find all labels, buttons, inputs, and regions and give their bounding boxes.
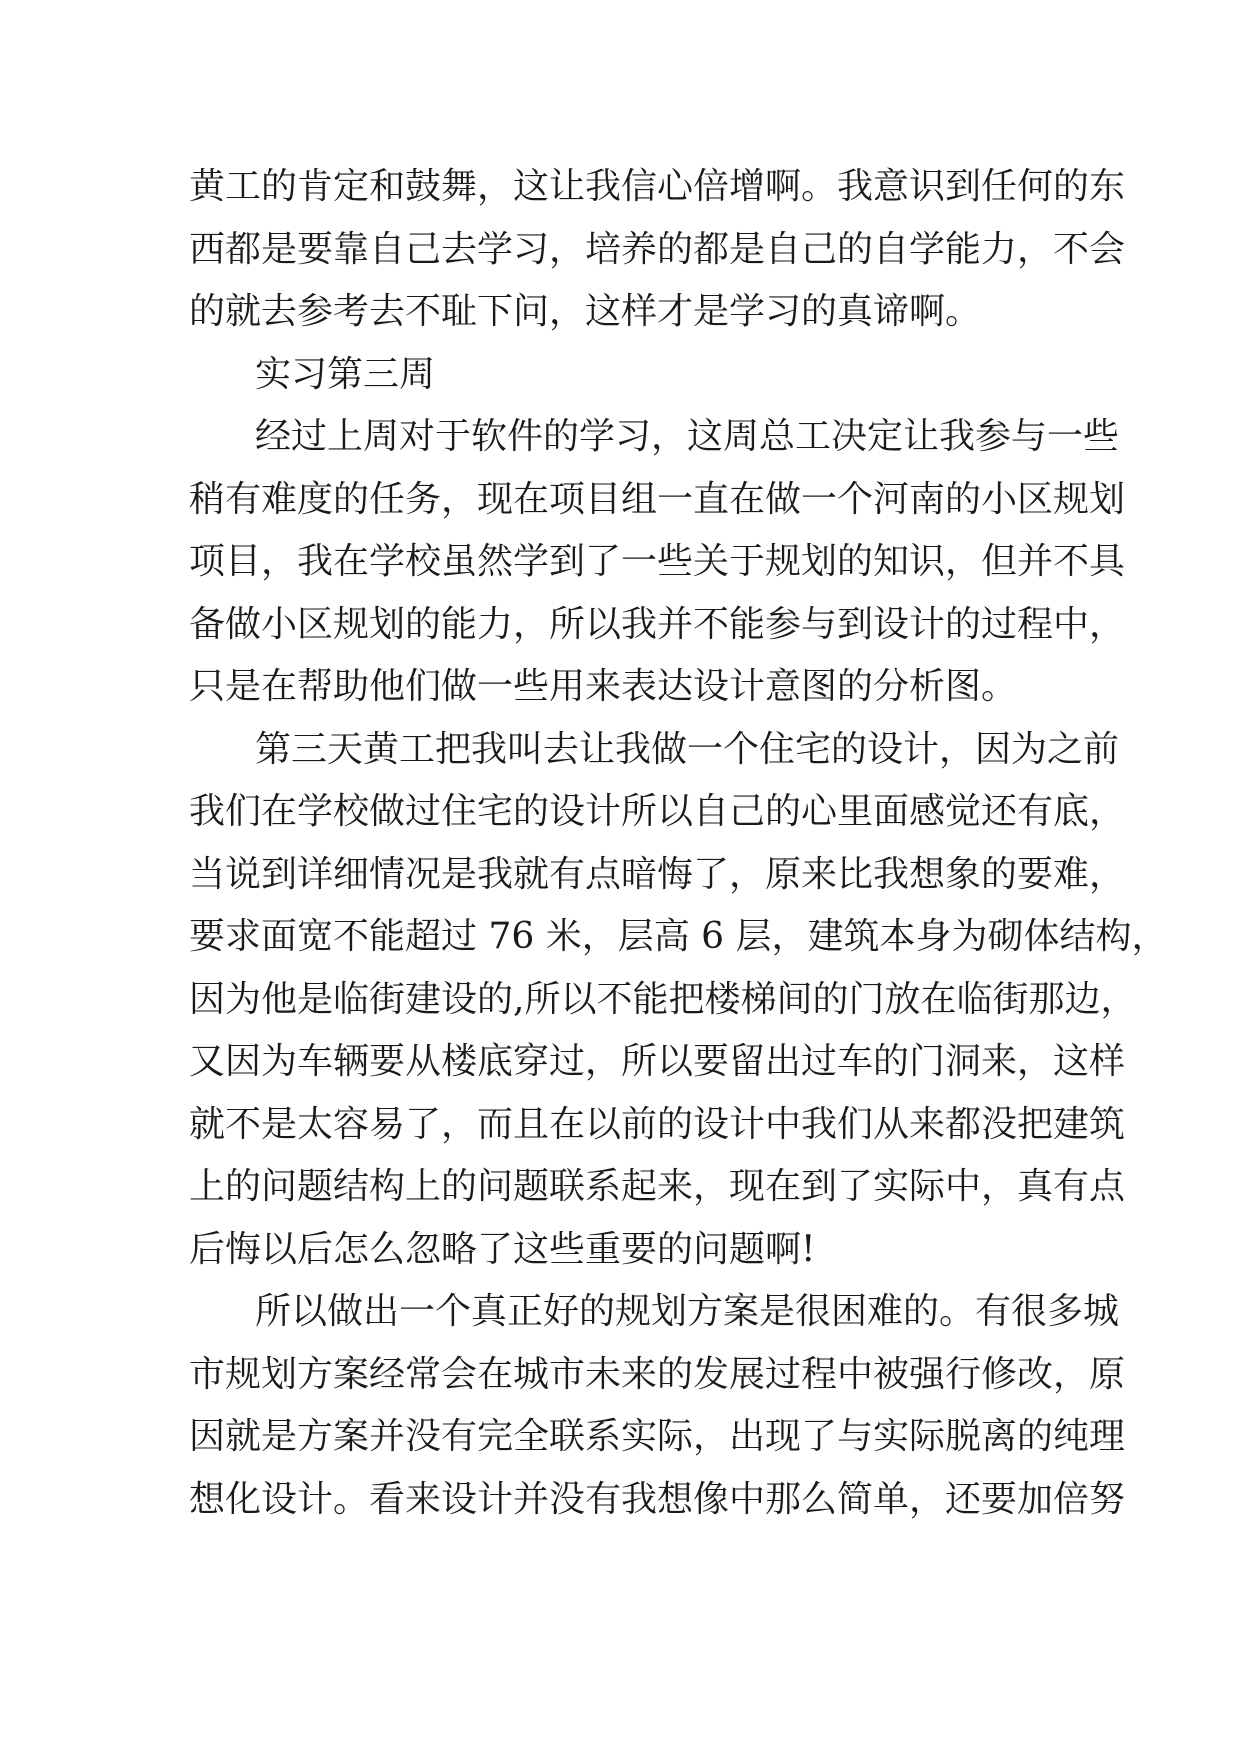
paragraph-line: 项目，我在学校虽然学到了一些关于规划的知识，但并不具: [189, 541, 1126, 582]
paragraph-line: 又因为车辆要从楼底穿过，所以要留出过车的门洞来，这样: [189, 1041, 1126, 1082]
paragraph-line: 要求面宽不能超过 76 米，层高 6 层，建筑本身为砌体结构，: [189, 916, 1168, 957]
paragraph-line: 备做小区规划的能力，所以我并不能参与到设计的过程中，: [189, 603, 1126, 645]
paragraph-line: 就不是太容易了，而且在以前的设计中我们从来都没把建筑: [189, 1103, 1126, 1145]
paragraph-line: 因为他是临街建设的,所以不能把楼梯间的门放在临街那边，: [189, 978, 1137, 1020]
paragraph-line: 稍有难度的任务，现在项目组一直在做一个河南的小区规划: [189, 478, 1126, 520]
paragraph-line: 市规划方案经常会在城市未来的发展过程中被强行修改，原: [189, 1353, 1126, 1395]
section-heading: 实习第三周: [255, 353, 436, 395]
paragraph-line: 只是在帮助他们做一些用来表达设计意图的分析图。: [189, 666, 1018, 707]
paragraph-line: 因就是方案并没有完全联系实际，出现了与实际脱离的纯理: [189, 1416, 1126, 1457]
paragraph-line: 后悔以后怎么忽略了这些重要的问题啊!: [189, 1228, 816, 1270]
paragraph-line: 黄工的肯定和鼓舞，这让我信心倍增啊。我意识到任何的东: [189, 166, 1126, 207]
paragraph-line: 上的问题结构上的问题联系起来，现在到了实际中，真有点: [189, 1166, 1126, 1207]
paragraph-line: 的就去参考去不耻下问，这样才是学习的真谛啊。: [189, 291, 982, 332]
paragraph-line: 我们在学校做过住宅的设计所以自己的心里面感觉还有底，: [189, 791, 1126, 832]
paragraph-line: 经过上周对于软件的学习，这周总工决定让我参与一些: [255, 416, 1120, 457]
document-body: [189, 156, 1168, 1531]
paragraph-line: 当说到详细情况是我就有点暗悔了，原来比我想象的要难，: [189, 853, 1126, 895]
paragraph-line: 西都是要靠自己去学习，培养的都是自己的自学能力，不会: [189, 228, 1126, 270]
paragraph-line: 第三天黄工把我叫去让我做一个住宅的设计，因为之前: [255, 728, 1120, 770]
paragraph-line: 想化设计。看来设计并没有我想像中那么简单，还要加倍努: [189, 1478, 1126, 1520]
paragraph-line: 所以做出一个真正好的规划方案是很困难的。有很多城: [255, 1291, 1120, 1332]
